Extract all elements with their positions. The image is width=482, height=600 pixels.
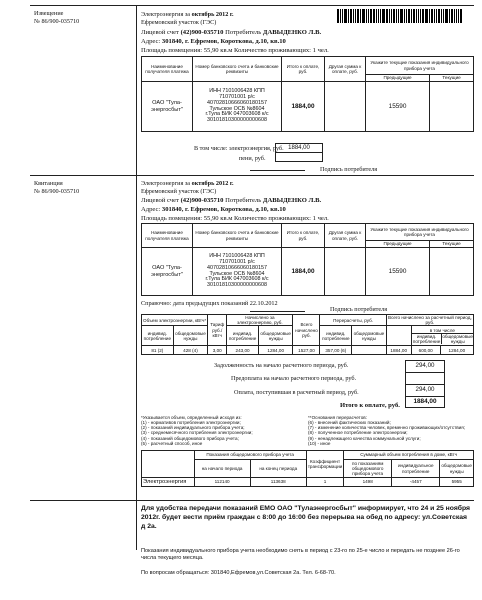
footer-readings-note: Показания индивидуального прибора учета необходимо снять в период с 23-го по 25-е число и передать не позднее 26-го числа текущего месяца. bbox=[141, 548, 460, 561]
barcode-bar bbox=[370, 9, 372, 23]
th-summary: Суммарный объем потребления в доме, кВтч bbox=[344, 451, 474, 460]
barcode-bar bbox=[378, 9, 379, 23]
signature-line-bottom bbox=[250, 311, 305, 312]
th-meter-prev: Предыдущие bbox=[366, 75, 430, 82]
barcode-bar bbox=[362, 9, 365, 23]
sub-indiv: индивид. потребление bbox=[412, 334, 443, 344]
note-item: (7) - изменение количества человек, временно проживающих/отсутствия; bbox=[308, 425, 466, 431]
residents-value: 1 чел. bbox=[312, 215, 329, 222]
acc-total: 1527,00 bbox=[293, 346, 320, 355]
th-end: на конец периода bbox=[250, 460, 306, 478]
th-recipient: Наименование получателя платежа bbox=[142, 224, 193, 248]
coef-value: 1 bbox=[306, 478, 343, 487]
recalc-common bbox=[352, 346, 387, 355]
barcode-bar bbox=[451, 9, 453, 23]
residents-value: 1 чел. bbox=[312, 47, 329, 54]
notes-left-title: *Указывается объем, определенный исходя из: bbox=[141, 415, 242, 420]
payment-table-top bbox=[141, 56, 474, 132]
barcode-bar bbox=[386, 9, 388, 23]
cur-reading-cell[interactable] bbox=[430, 82, 474, 132]
th-acc-common: общедомовые нужды bbox=[258, 326, 293, 346]
barcode-bar bbox=[357, 9, 359, 23]
note-item: (6) - внесений фактических показаний; bbox=[308, 420, 391, 426]
bank-line: 30101810300000000608 bbox=[207, 117, 267, 124]
th-recipient: Наименование получателя платежа bbox=[142, 57, 193, 82]
th-common-sum: общедомовые нужды bbox=[440, 460, 474, 478]
barcode-bar bbox=[413, 9, 415, 23]
incl-value: 1884,00 bbox=[276, 144, 323, 153]
note-item: (5) - расчетный способ, иное bbox=[141, 440, 203, 446]
note-item: (1) - нормативов потребления электроэнергии; bbox=[141, 420, 241, 426]
area-value: 55,90 кв.м bbox=[203, 215, 233, 222]
th-grand-total bbox=[386, 326, 411, 346]
topay-label: Итого к оплате, руб. bbox=[340, 402, 400, 409]
recipient-cell: ОАО "Тула-энергосбыт" bbox=[142, 82, 193, 132]
summary-box bbox=[405, 360, 445, 408]
th-volume: Объем электроэнергии, кВтч* bbox=[142, 315, 208, 326]
th-rec-common: общедомовые нужды bbox=[352, 326, 387, 346]
signature-top: Подпись потребителя bbox=[320, 166, 378, 173]
bank-line: г.Тула БИК 047003608 к/с bbox=[205, 276, 269, 283]
residents-label: Количество проживающих: bbox=[234, 47, 312, 54]
footer-contacts: По вопросам обращаться: 301840,Ефремов,ул.Советская 2а. Тел. 6-68-70. bbox=[141, 570, 336, 576]
area-label: Площадь помещения: bbox=[141, 47, 203, 54]
period-value: октябрь 2012 г. bbox=[191, 11, 234, 18]
barcode-bar bbox=[445, 9, 448, 23]
th-meter-cur: Текущие bbox=[430, 241, 474, 248]
reference-line bbox=[141, 300, 278, 307]
prepaid-label: Предоплата на начало расчетного периода, руб. bbox=[231, 375, 357, 382]
bank-line: г.Тула БИК 047003608 к/с bbox=[205, 111, 269, 118]
bank-line: ИНН 7101006428 КПП bbox=[209, 87, 265, 94]
receipt-number: № 86/900-035710 bbox=[34, 188, 80, 195]
th-meter-cur: Текущие bbox=[430, 75, 474, 82]
barcode-bar bbox=[404, 9, 405, 23]
th-indiv-sum: индивидуальное потребление bbox=[392, 460, 440, 478]
barcode-bar bbox=[391, 9, 392, 23]
bank-cell bbox=[193, 248, 282, 296]
barcode-bar bbox=[422, 9, 424, 23]
end-value: 113638 bbox=[250, 478, 306, 487]
penalty-label: пени, руб. bbox=[239, 155, 266, 162]
notice-title: Извещение bbox=[34, 10, 64, 17]
th-bank: Номер банковского счета и банковские реквизиты bbox=[193, 224, 282, 248]
consumer-label: Потребитель bbox=[225, 197, 262, 204]
barcode-bar bbox=[431, 9, 433, 23]
prev-reading-cell: 15590 bbox=[366, 248, 430, 296]
barcode-bar bbox=[429, 9, 430, 23]
other-sum-cell[interactable] bbox=[325, 248, 366, 296]
area-value: 55,90 кв.м bbox=[203, 47, 233, 54]
area-label: Площадь помещения: bbox=[141, 215, 203, 222]
acc-indiv: 243,00 bbox=[227, 346, 259, 355]
period-label: Электроэнергия за bbox=[141, 180, 191, 187]
topay-value: 1884,00 bbox=[406, 397, 445, 408]
th-bank: Номер банковского счета и банковские реквизиты bbox=[193, 57, 282, 82]
th-total-accrued: Всего начислено руб. bbox=[293, 315, 320, 346]
announcement: Для удобства передачи показаний ЕМО ОАО "Тулаэнергосбыт" информирует, что 24 и 25 ноября 2012г. будет вести приём граждан с 8:00 до 16:00 без перерыва на обед по адресу: ул.Советская д 2а. bbox=[141, 505, 471, 530]
incl-label: В том числе: электроэнергия, руб. bbox=[194, 145, 284, 152]
total-cell: 1884,00 bbox=[282, 82, 325, 132]
note-item: (4) - показаний общедомового прибора учета; bbox=[141, 435, 239, 441]
th-recalc: Перерасчеты, руб. bbox=[320, 315, 386, 326]
th-coef: Коэффициент трансформации bbox=[306, 451, 343, 478]
barcode-bar bbox=[398, 9, 399, 23]
barcode-bar bbox=[458, 9, 459, 23]
address-label: Адрес: bbox=[141, 38, 161, 45]
account-line bbox=[141, 29, 321, 37]
address-line bbox=[141, 38, 286, 46]
notes-right-title: **Основания перерасчетов: bbox=[308, 415, 367, 420]
barcode-bar bbox=[376, 9, 377, 23]
period-line bbox=[141, 11, 234, 18]
barcode-bar bbox=[389, 9, 390, 23]
th-readings: Показания общедомового прибора учета bbox=[194, 451, 306, 460]
th-rec-indiv: индивид. потребление bbox=[320, 326, 352, 346]
signature-line-top bbox=[250, 170, 305, 171]
receipt-title: Квитанция bbox=[34, 180, 63, 187]
barcode-bar bbox=[337, 9, 339, 23]
barcode-bar bbox=[373, 9, 375, 23]
general-value: 1498 bbox=[344, 478, 392, 487]
th-accrued: Начислено за электроэнергию, руб. bbox=[227, 315, 293, 326]
prev-reading-cell: 15590 bbox=[366, 82, 430, 132]
th-total: Итого к оплате, руб. bbox=[282, 224, 325, 248]
start-value: 112140 bbox=[194, 478, 250, 487]
frame-top bbox=[30, 5, 474, 6]
period-value: октябрь 2012 г. bbox=[191, 180, 234, 187]
barcode-bar bbox=[344, 9, 347, 23]
account-value: (42)900-035710 bbox=[180, 29, 224, 36]
barcode-bar bbox=[411, 9, 412, 23]
bank-line: Тульское ОСБ №8604 bbox=[209, 105, 265, 112]
site-line-b: Ефремовский участок (ГЭС) bbox=[141, 188, 217, 195]
note-item: (9) - ненадлежащего качества коммунальной услуги; bbox=[308, 435, 421, 441]
barcode-bar bbox=[436, 9, 437, 23]
grand-common: 1284,00 bbox=[440, 346, 473, 355]
bank-line: ИНН 7101006428 КПП bbox=[209, 252, 265, 259]
th-meter: Укажите текущие показания индивидуального прибора учета bbox=[366, 224, 474, 241]
barcode-bar bbox=[355, 9, 356, 23]
notes-left bbox=[141, 415, 291, 446]
barcode-bar bbox=[342, 9, 343, 23]
account-label: Лицевой счет bbox=[141, 197, 179, 204]
bank-line: 710701001 р/с bbox=[219, 93, 255, 100]
debt-label: Задолженность на начало расчетного периода, руб. bbox=[214, 362, 349, 369]
barcode-bar bbox=[340, 9, 341, 23]
th-tariff: Тариф руб./кВтч bbox=[208, 315, 227, 346]
bank-line: 40702810666060180157 bbox=[207, 264, 267, 271]
address-label: Адрес: bbox=[141, 206, 161, 213]
consumer-label: Потребитель bbox=[225, 29, 262, 36]
barcode-bar bbox=[438, 9, 440, 23]
period-line-b bbox=[141, 180, 234, 187]
note-item: (8) - полученное потребление электроэнергии; bbox=[308, 430, 408, 436]
consumer-value: ДАВЫДЕНКО Л.В. bbox=[262, 29, 322, 36]
bank-line: Тульское ОСБ №8604 bbox=[209, 270, 265, 277]
frame-divider bbox=[136, 5, 137, 550]
common-sum-value: 5955 bbox=[440, 478, 474, 487]
tariff: 3,00 bbox=[208, 346, 227, 355]
calculation-table bbox=[141, 314, 474, 355]
area-line bbox=[141, 47, 329, 55]
ref-date: 22.10.2012 bbox=[249, 300, 278, 307]
ref-label: Справочно: дата предыдущих показаний bbox=[141, 300, 249, 307]
vol-common: 428 (4) bbox=[173, 346, 208, 355]
barcode-bar bbox=[408, 9, 410, 23]
bottom-separator bbox=[30, 500, 474, 501]
note-item: (2) - показаний индивидуального прибора учета; bbox=[141, 425, 245, 431]
barcode-bar bbox=[350, 9, 352, 23]
account-label: Лицевой счет bbox=[141, 29, 179, 36]
section-separator bbox=[30, 175, 474, 176]
cur-reading-cell[interactable] bbox=[430, 248, 474, 296]
th-meter: Укажите текущие показания индивидуального прибора учета bbox=[366, 57, 474, 75]
barcode-bar bbox=[382, 9, 385, 23]
barcode-bar bbox=[360, 9, 361, 23]
barcode-bar bbox=[416, 9, 417, 23]
bank-line: 30101810300000000608 bbox=[207, 282, 267, 289]
acc-common: 1284,00 bbox=[258, 346, 293, 355]
residents-label: Количество проживающих: bbox=[234, 215, 312, 222]
barcode-bar bbox=[353, 9, 354, 23]
th-vol-common: общедомовые нужды bbox=[173, 326, 208, 346]
barcode-bar bbox=[393, 9, 395, 23]
th-grand: Всего начислено за расчетный период, руб. bbox=[388, 315, 472, 326]
paid-value: 294,00 bbox=[406, 385, 445, 397]
barcode bbox=[337, 9, 472, 23]
site-line: Ефремовский участок (ГЭС) bbox=[141, 19, 217, 26]
bank-line: 40702810666060180157 bbox=[207, 99, 267, 106]
barcode-bar bbox=[434, 9, 435, 23]
th-other-sum: Другая сумма к оплате, руб. bbox=[325, 57, 366, 82]
barcode-bar bbox=[366, 9, 367, 23]
th-acc-indiv: индивид. потребление bbox=[227, 326, 259, 346]
incl-box bbox=[275, 143, 323, 162]
paid-label: Оплата, поступившая в расчетный период, руб. bbox=[234, 389, 359, 396]
th-grand-incl bbox=[411, 326, 473, 346]
barcode-bar bbox=[400, 9, 403, 23]
sub-common: общедомовые нужды bbox=[442, 333, 473, 344]
penalty-value[interactable] bbox=[276, 153, 323, 162]
th-vol-indiv: индивид. потребление bbox=[142, 326, 174, 346]
bank-line: 710701001 р/с bbox=[219, 258, 255, 265]
account-line-b bbox=[141, 197, 321, 205]
barcode-bar bbox=[418, 9, 419, 23]
barcode-bar bbox=[380, 9, 381, 23]
th-total: Итого к оплате, руб. bbox=[282, 57, 325, 82]
notes-right bbox=[308, 415, 474, 446]
barcode-bar bbox=[396, 9, 397, 23]
note-item: (3) - среднемесячного потребления электроэнергии; bbox=[141, 430, 253, 436]
th-blank bbox=[142, 451, 195, 478]
recipient-cell: ОАО "Тула-энергосбыт" bbox=[142, 248, 193, 296]
th-meter-prev: Предыдущие bbox=[366, 241, 430, 248]
notice-number: № 86/900-035710 bbox=[34, 18, 80, 25]
grand-indiv: 600,00 bbox=[411, 346, 440, 355]
grand-total: 1884,00 bbox=[386, 346, 411, 355]
signature-bottom: Подпись потребителя bbox=[330, 306, 388, 313]
address-value: 301840, г. Ефремов, Короткова, д.10, кв.10 bbox=[161, 206, 286, 213]
barcode-bar bbox=[420, 9, 421, 23]
barcode-bar bbox=[406, 9, 407, 23]
row-label: Электроэнергия bbox=[142, 478, 195, 487]
debt-value: 294,00 bbox=[406, 361, 445, 373]
th-general: по показаниям общедомового прибора учета bbox=[344, 460, 392, 478]
barcode-bar bbox=[454, 9, 455, 23]
common-meter-table bbox=[141, 450, 474, 487]
account-value: (42)900-035710 bbox=[180, 197, 224, 204]
other-sum-cell[interactable] bbox=[325, 82, 366, 132]
total-cell: 1884,00 bbox=[282, 248, 325, 296]
th-other-sum: Другая сумма к оплате, руб. bbox=[325, 224, 366, 248]
bank-cell bbox=[193, 82, 282, 132]
address-line-b bbox=[141, 206, 286, 214]
barcode-bar bbox=[456, 9, 457, 23]
payment-table-bottom bbox=[141, 223, 474, 296]
barcode-bar bbox=[460, 9, 462, 23]
barcode-bar bbox=[449, 9, 450, 23]
prepaid-value bbox=[406, 373, 445, 385]
recalc-indiv: 357,00 (6) bbox=[320, 346, 352, 355]
barcode-bar bbox=[441, 9, 442, 23]
incl-label: в том числе bbox=[429, 327, 455, 333]
barcode-bar bbox=[368, 9, 369, 23]
barcode-bar bbox=[348, 9, 349, 23]
th-start: на начало периода bbox=[194, 460, 250, 478]
barcode-bar bbox=[425, 9, 428, 23]
area-line-b bbox=[141, 215, 329, 223]
barcode-bar bbox=[443, 9, 444, 23]
indiv-sum-value: -4457 bbox=[392, 478, 440, 487]
address-value: 301840, г. Ефремов, Короткова, д.10, кв.10 bbox=[161, 38, 286, 45]
note-item: (10) - иное bbox=[308, 440, 331, 446]
vol-indiv: 81 (2) bbox=[142, 346, 174, 355]
period-label: Электроэнергия за bbox=[141, 11, 191, 18]
consumer-value: ДАВЫДЕНКО Л.В. bbox=[262, 197, 322, 204]
